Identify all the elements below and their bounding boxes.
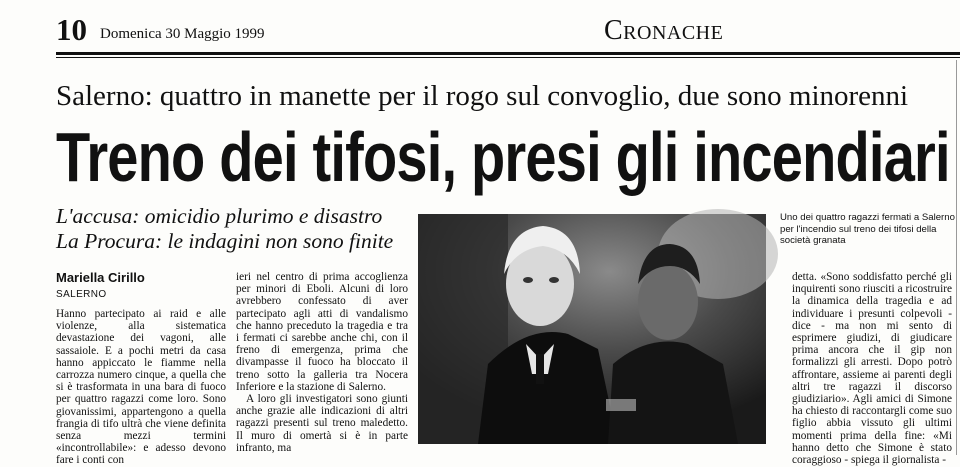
- article-subhead: L'accusa: omicidio plurimo e disastro: [56, 204, 383, 228]
- article-column-2: [236, 271, 408, 455]
- paragraph: A loro gli investigatori sono giunti anche grazie alle indicazioni di altri ragazzi presenti sul treno maledetto. Il muro di omertà si è in parte infranto, ma: [236, 393, 408, 454]
- article-subhead: La Procura: le indagini non sono finite: [56, 229, 394, 253]
- paragraph: ieri nel centro di prima accoglienza per minori di Eboli. Alcuni di loro avrebbero confessato di aver partecipato agli atti di vandalismo che hanno preceduto la tragedia e tra i fermati ci sarebbe anche chi, con il freno di emergenza, prima che divampasse il fuoco ha bloccato il treno sotto la galleria tra Nocera Inferiore e la stazione di Salerno.: [236, 271, 408, 393]
- dateline: SALERNO: [56, 289, 107, 300]
- publication-date: Domenica 30 Maggio 1999: [100, 26, 265, 42]
- article-column-3: [792, 271, 952, 467]
- header-rule: [56, 52, 960, 55]
- photo-image: [418, 214, 766, 444]
- paragraph: Hanno partecipato ai raid e alle violenze, alla sistematica devastazione dei vagoni, alle sassaiole. E a pochi metri da casa hanno appiccato le fiamme nella carrozza numero cinque, a quella che si è trasformata in una bara di fuoco per quattro ragazzi come loro. Sono giovanissimi, appartengono a quella frangia di tifo ultrà che viene definita senza mezzi termini «incontrollabile»: e adesso devono fare i conti con: [56, 308, 226, 467]
- news-photo: [418, 214, 766, 444]
- column-divider: [956, 60, 957, 455]
- article-column-1: [56, 308, 226, 467]
- paragraph: detta. «Sono soddisfatto perché gli inquirenti sono riusciti a ricostruire la dinamica della tragedia e ad individuare i presunti colpevoli - dice - ma non mi sento di esprimere giudizi, di giudicare prima ancora che il gip non formalizzi gli arresti. Dopo potrò affrontare, assieme ai parenti degli altri tre ragazzi il discorso giudiziario». Agli amici di Simone ha chiesto di raccontargli come suo figlio abbia vissuto gli ultimi momenti prima della fine: «Mi hanno detto che Simone è stato coraggioso - spiega il giornalista -: [792, 271, 952, 467]
- byline: Mariella Cirillo: [56, 270, 145, 285]
- section-title: Cronache: [604, 15, 724, 46]
- page-number: 10: [56, 12, 87, 47]
- photo-caption: Uno dei quattro ragazzi fermati a Salerno per l'incendio sul treno dei tifosi della società granata: [780, 212, 955, 247]
- article-headline: Treno dei tifosi, presi gli incendiari: [56, 118, 950, 196]
- header-rule-thin: [56, 57, 960, 58]
- article-overline: Salerno: quattro in manette per il rogo sul convoglio, due sono minorenni: [56, 80, 909, 112]
